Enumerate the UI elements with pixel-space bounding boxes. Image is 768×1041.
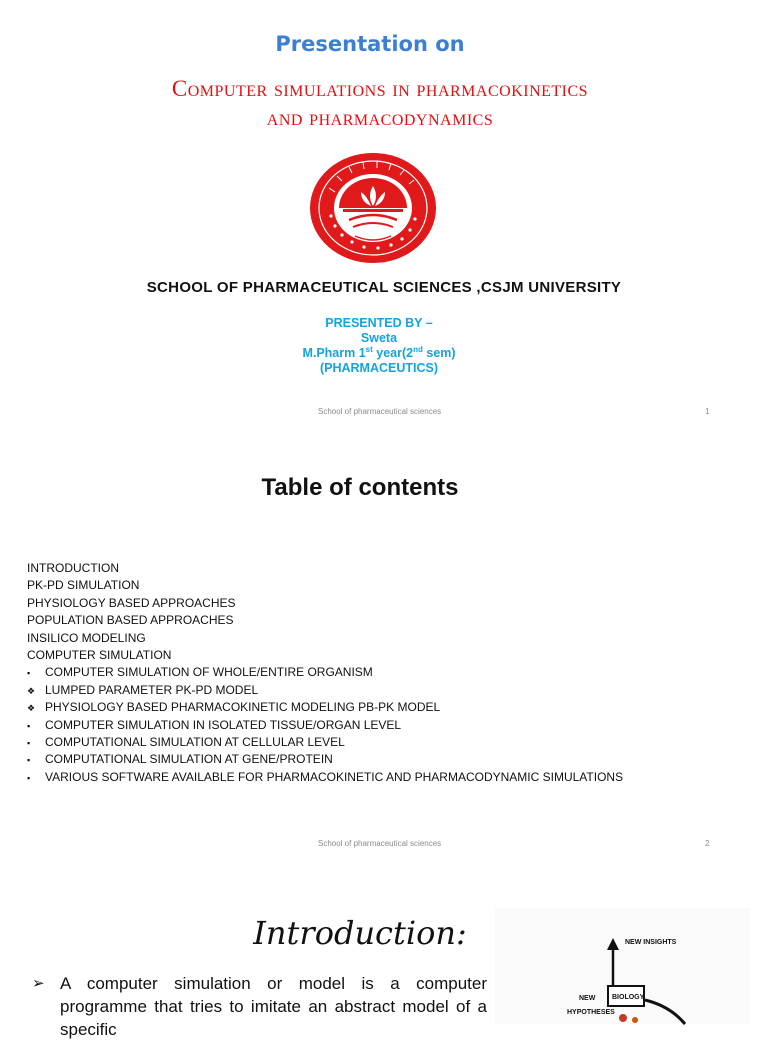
- toc-item: [27, 664, 747, 681]
- toc-item: [27, 769, 747, 786]
- title-line-1: Computer simulations in pharmacokinetics: [171, 76, 589, 101]
- toc-item-text: PHYSIOLOGY BASED APPROACHES: [27, 595, 236, 610]
- toc-item-text: COMPUTER SIMULATION: [27, 647, 172, 662]
- toc-item-text: PHYSIOLOGY BASED PHARMACOKINETIC MODELING PB-PK MODEL: [45, 700, 441, 715]
- toc-item-text: POPULATION BASED APPROACHES: [27, 613, 234, 628]
- program-text-b: year(2: [372, 346, 414, 360]
- biology-label: BIOLOGY: [612, 994, 645, 1001]
- diamond-bullet-icon: ❖: [27, 703, 36, 714]
- toc-item-text: COMPUTATIONAL SIMULATION AT CELLULAR LEVEL: [45, 734, 345, 749]
- presenter-name: Sweta: [360, 331, 398, 345]
- toc-item: [27, 647, 747, 664]
- title-line-2: and pharmacodynamics: [266, 105, 494, 130]
- cell-dot: [619, 1014, 627, 1022]
- presentation-title: [70, 74, 690, 132]
- school-name: SCHOOL OF PHARMACEUTICAL SCIENCES ,CSJM UNIVERSITY: [146, 279, 622, 296]
- toc-item: [27, 630, 747, 647]
- program-line: [0, 346, 758, 361]
- page-number: 1: [705, 407, 710, 416]
- toc-item-text: INTRODUCTION: [27, 561, 119, 575]
- program-sup-2: nd: [413, 344, 423, 354]
- toc-item-text: INSILICO MODELING: [27, 630, 146, 645]
- program-text-c: sem): [422, 346, 456, 360]
- toc-item-text: COMPUTATIONAL SIMULATION AT GENE/PROTEIN: [45, 752, 333, 767]
- new-label: NEW: [579, 995, 596, 1002]
- intro-bullet: [32, 972, 487, 1041]
- diamond-bullet-icon: ❖: [27, 685, 36, 696]
- toc-item-text: COMPUTER SIMULATION OF WHOLE/ENTIRE ORGANISM: [45, 665, 373, 680]
- square-bullet-icon: ▪: [27, 737, 31, 748]
- toc-item: [27, 612, 747, 629]
- square-bullet-icon: ▪: [27, 755, 31, 766]
- toc-item: [27, 717, 747, 734]
- presenter-block: [0, 316, 758, 376]
- square-bullet-icon: ▪: [27, 668, 31, 679]
- presented-by-label: PRESENTED BY –: [325, 316, 433, 330]
- toc-item-text: COMPUTER SIMULATION IN ISOLATED TISSUE/ORGAN LEVEL: [45, 717, 402, 732]
- hypotheses-label: HYPOTHESES: [567, 1009, 615, 1016]
- toc-item: [27, 682, 747, 699]
- arrow-bullet-icon: ➢: [32, 975, 45, 992]
- presentation-kicker: Presentation on: [275, 32, 465, 56]
- toc-item-text: PK-PD SIMULATION: [27, 578, 140, 593]
- toc-item: [27, 560, 747, 577]
- footer-label: School of pharmaceutical sciences: [318, 407, 442, 416]
- toc-item: [27, 734, 747, 751]
- toc-item-text: VARIOUS SOFTWARE AVAILABLE FOR PHARMACOKINETIC AND PHARMACODYNAMIC SIMULATIONS: [45, 769, 624, 784]
- intro-bullet-text: A computer simulation or model is a computer programme that tries to imitate an abstract model of a specific: [60, 974, 487, 1039]
- biology-cycle-diagram: [495, 908, 750, 1024]
- slide-2: [0, 432, 768, 864]
- program-sup-1: st: [365, 344, 373, 354]
- university-seal-logo: [309, 152, 439, 264]
- toc-item: [27, 577, 747, 594]
- toc-item: [27, 751, 747, 768]
- toc-item: [27, 595, 747, 612]
- slide-1: [0, 0, 768, 432]
- footer-label: School of pharmaceutical sciences: [318, 839, 442, 848]
- cell-dot: [632, 1017, 638, 1023]
- slide-3: [0, 864, 768, 1039]
- new-insights-label: NEW INSIGHTS: [625, 939, 677, 946]
- toc-item-text: LUMPED PARAMETER PK-PD MODEL: [45, 682, 259, 697]
- toc-title: Table of contents: [261, 474, 459, 501]
- department: (PHARMACEUTICS): [319, 361, 439, 375]
- square-bullet-icon: ▪: [27, 772, 31, 783]
- program-text-a: M.Pharm 1: [302, 346, 366, 360]
- intro-title: Introduction:: [253, 914, 467, 952]
- toc-list: [27, 560, 747, 786]
- toc-item: [27, 699, 747, 716]
- square-bullet-icon: ▪: [27, 720, 31, 731]
- page-number: 2: [705, 839, 710, 848]
